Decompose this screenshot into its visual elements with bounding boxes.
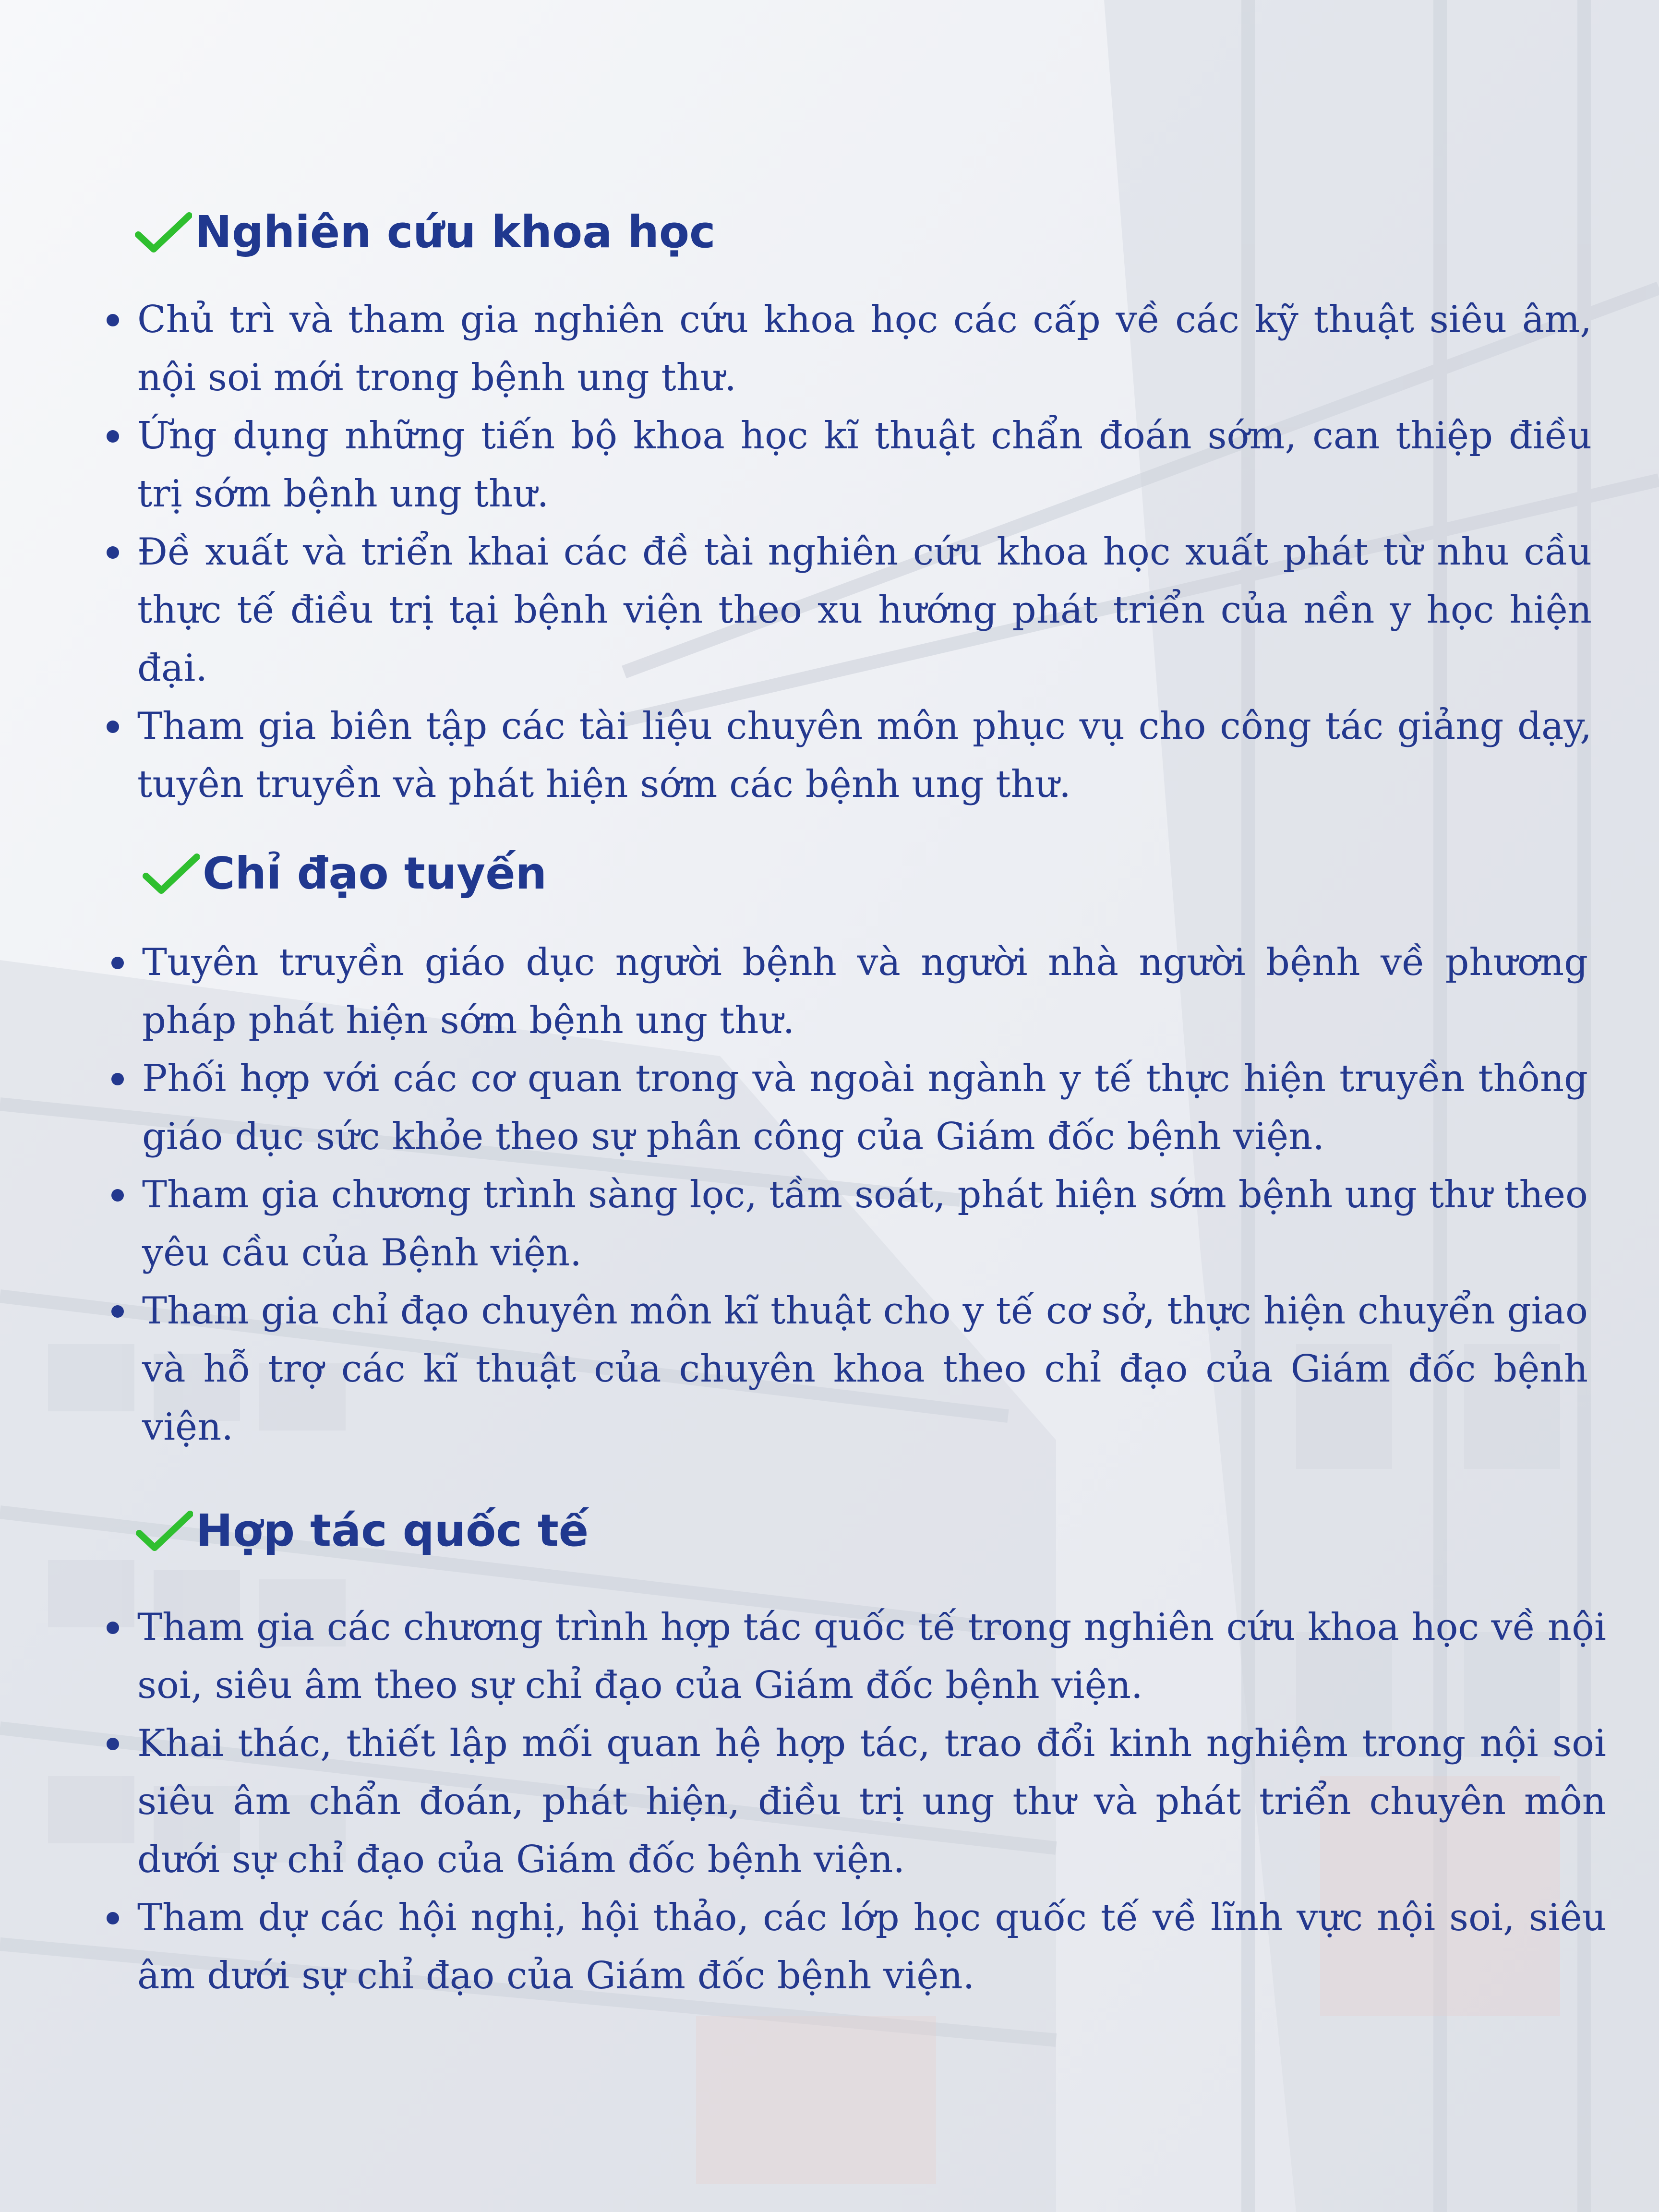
checkmark-icon — [134, 211, 192, 254]
list-item: Khai thác, thiết lập mối quan hệ hợp tác, trao đổi kinh nghiệm trong nội soi siêu âm chẩn đoán, phát hiện, điều trị ung thư và phát triển chuyên môn dưới sự chỉ đạo của Giám đốc bệnh viện. — [105, 1715, 1606, 1889]
checkmark-icon — [142, 852, 200, 895]
list-item: Tham gia chỉ đạo chuyên môn kĩ thuật cho y tế cơ sở, thực hiện chuyển giao và hỗ trợ các kĩ thuật của chuyên khoa theo chỉ đạo của Giám đốc bệnh viện. — [109, 1282, 1588, 1456]
heading-text: Hợp tác quốc tế — [196, 1505, 589, 1556]
list-item: Ứng dụng những tiến bộ khoa học kĩ thuật chẩn đoán sớm, can thiệp điều trị sớm bệnh ung thư. — [105, 407, 1592, 523]
section-heading — [142, 848, 547, 899]
bullet-list — [109, 934, 1588, 1456]
bullet-list — [105, 291, 1592, 814]
bullet-list — [105, 1599, 1606, 2005]
section-heading — [135, 1505, 589, 1556]
heading-text: Nghiên cứu khoa học — [195, 206, 716, 258]
list-item: Đề xuất và triển khai các đề tài nghiên cứu khoa học xuất phát từ nhu cầu thực tế điều trị tại bệnh viện theo xu hướng phát triển của nền y học hiện đại. — [105, 523, 1592, 697]
section-heading — [134, 206, 716, 258]
list-item: Tham gia biên tập các tài liệu chuyên môn phục vụ cho công tác giảng dạy, tuyên truyền và phát hiện sớm các bệnh ung thư. — [105, 697, 1592, 814]
list-item: Tham gia các chương trình hợp tác quốc tế trong nghiên cứu khoa học về nội soi, siêu âm theo sự chỉ đạo của Giám đốc bệnh viện. — [105, 1599, 1606, 1715]
list-item: Tham gia chương trình sàng lọc, tầm soát, phát hiện sớm bệnh ung thư theo yêu cầu của Bệnh viện. — [109, 1166, 1588, 1282]
checkmark-icon — [135, 1509, 193, 1552]
list-item: Phối hợp với các cơ quan trong và ngoài ngành y tế thực hiện truyền thông giáo dục sức khỏe theo sự phân công của Giám đốc bệnh viện. — [109, 1050, 1588, 1166]
list-item: Chủ trì và tham gia nghiên cứu khoa học các cấp về các kỹ thuật siêu âm, nội soi mới trong bệnh ung thư. — [105, 291, 1592, 407]
list-item: Tuyên truyền giáo dục người bệnh và người nhà người bệnh về phương pháp phát hiện sớm bệnh ung thư. — [109, 934, 1588, 1050]
heading-text: Chỉ đạo tuyến — [203, 848, 547, 899]
list-item: Tham dự các hội nghị, hội thảo, các lớp học quốc tế về lĩnh vực nội soi, siêu âm dưới sự chỉ đạo của Giám đốc bệnh viện. — [105, 1889, 1606, 2005]
